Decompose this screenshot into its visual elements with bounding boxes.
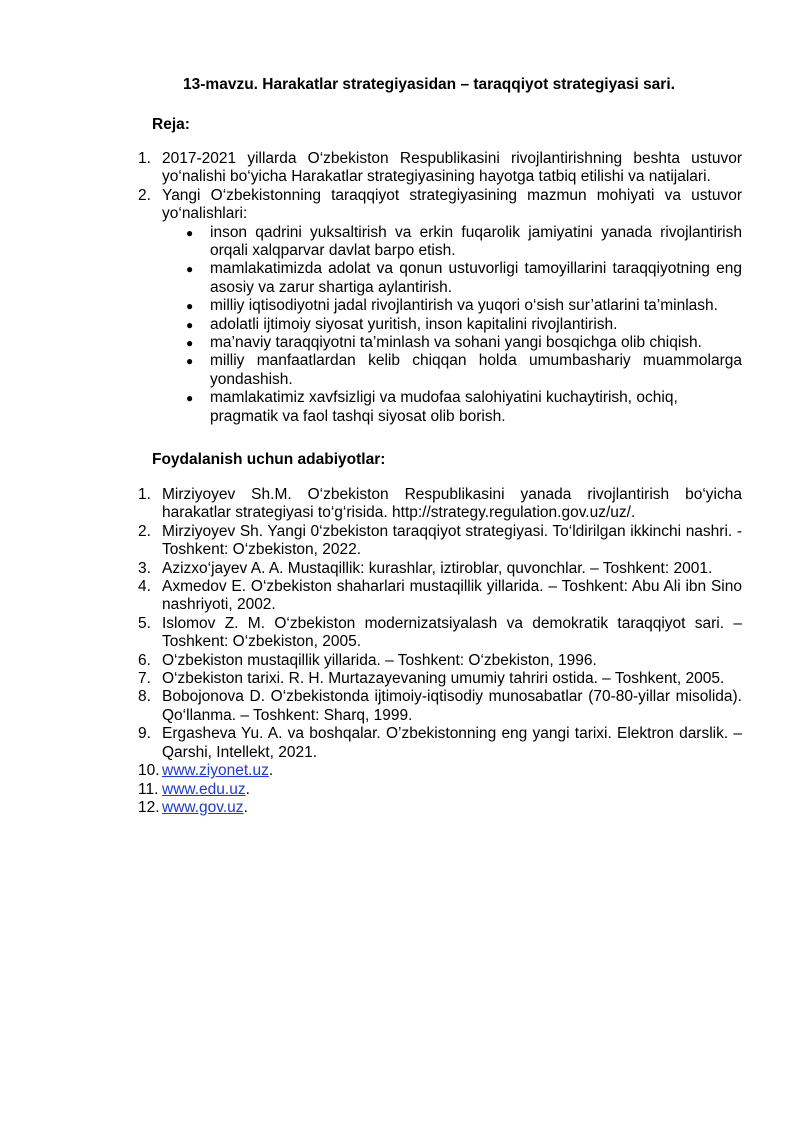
document-title: 13-mavzu. Harakatlar strategiyasidan – taraqqiyot strategiyasi sari. <box>183 76 675 93</box>
literature-item-text: O‘zbekiston tarixi. R. H. Murtazayevaning umumiy tahriri ostida. – Toshkent, 2005. <box>162 670 725 688</box>
plan-item <box>0 187 800 426</box>
plan-list <box>0 150 800 426</box>
bullet-icon: ● <box>186 225 194 240</box>
link-period: . <box>243 798 248 816</box>
plan-item <box>0 150 800 187</box>
link-period: . <box>268 762 274 780</box>
plan-item-number: 2. <box>138 186 151 204</box>
bullet-icon: ● <box>186 336 194 351</box>
gov-link[interactable]: www.gov.uz <box>162 798 244 816</box>
bullet-text: mamlakatimizda adolat va qonun ustuvorligi tamoyillarini taraqqiyotning eng asosiy va zarur shartiga aylantirish. <box>210 260 742 296</box>
literature-item-text: Bobojonova D. O‘zbekistonda ijtimoiy-iqtisodiy munosabatlar (70-80-yillar misolida). Qo‘llanma. – Toshkent: Sharq, 1999. <box>162 688 742 724</box>
bullet-item <box>0 352 800 389</box>
bullet-text: adolatli ijtimoiy siyosat yuritish, inson kapitalini rivojlantirish. <box>210 315 618 333</box>
bullet-item <box>0 224 800 261</box>
literature-item-text: Mirziyoyev Sh.M. O‘zbekiston Respublikasini yanada rivojlantirish bo‘yicha harakatlar strategiyasi to‘g‘risida. http://strategy.regulation.gov.uz/uz/. <box>162 486 742 522</box>
plan-heading: Reja: <box>152 116 190 133</box>
literature-item <box>0 486 800 523</box>
literature-item-number: 11. <box>138 780 159 798</box>
literature-heading: Foydalanish uchun adabiyotlar: <box>152 451 386 468</box>
literature-item <box>0 670 800 688</box>
literature-item-number: 7. <box>138 670 151 688</box>
bullet-icon: ● <box>186 299 194 314</box>
literature-item <box>0 688 800 725</box>
bullet-text: mamlakatimiz xavfsizligi va mudofaa salohiyatini kuchaytirish, ochiq, pragmatik va faol tashqi siyosat olib borish. <box>210 389 678 425</box>
bullet-item <box>0 297 800 315</box>
bullet-icon: ● <box>186 262 194 277</box>
literature-item-number: 12. <box>138 798 160 816</box>
literature-item-number: 1. <box>138 486 151 503</box>
bullet-item <box>0 389 800 426</box>
literature-item-text <box>162 781 742 799</box>
literature-item-text: Mirziyoyev Sh. Yangi 0‘zbekiston taraqqiyot strategiyasi. To‘ldirilgan ikkinchi nashri. - Toshkent: O‘zbekiston, 2022. <box>162 522 742 559</box>
literature-item-number: 3. <box>138 559 151 577</box>
bullet-text: milliy manfaatlardan kelib chiqqan holda umumbashariy muammolarga yondashish. <box>210 352 742 388</box>
ziyonet-link[interactable]: www.ziyonet.uz <box>162 762 269 780</box>
plan-item-number: 1. <box>138 150 151 167</box>
bullet-icon: ● <box>186 354 194 369</box>
link-period: . <box>245 780 250 798</box>
literature-item-text: Axmedov E. O‘zbekiston shaharlari mustaqillik yillarida. – Toshkent: Abu Ali ibn Sino nashriyoti, 2002. <box>162 578 742 614</box>
priority-bullet-list <box>0 224 800 426</box>
literature-item-text: O‘zbekiston mustaqillik yillarida. – Toshkent: O‘zbekiston, 1996. <box>162 651 597 669</box>
literature-item-text: Ergasheva Yu. A. va boshqalar. O’zbekistonning eng yangi tarixi. Elektron darslik. – Qarshi, Intellekt, 2021. <box>162 725 742 761</box>
literature-item <box>0 560 800 578</box>
literature-item-number: 9. <box>138 725 151 743</box>
bullet-icon: ● <box>186 317 194 332</box>
literature-item-number: 5. <box>138 614 151 632</box>
plan-item-text: Yangi O‘zbekistonning taraqqiyot strategiyasining mazmun mohiyati va ustuvor yo‘nalishlari: <box>162 186 742 223</box>
literature-item-text: Azizxo‘jayev A. A. Mustaqillik: kurashlar, iztiroblar, quvonchlar. – Toshkent: 2001. <box>162 559 713 577</box>
literature-item <box>0 799 800 817</box>
literature-item <box>0 652 800 670</box>
bullet-icon: ● <box>186 391 194 406</box>
literature-item <box>0 523 800 560</box>
edu-link[interactable]: www.edu.uz <box>162 780 246 798</box>
literature-item-number: 10. <box>138 762 160 780</box>
bullet-text: milliy iqtisodiyotni jadal rivojlantirish va yuqori o‘sish sur’atlarini ta’minlash. <box>210 297 718 315</box>
literature-item-text <box>162 799 742 817</box>
plan-item-text: 2017-2021 yillarda O‘zbekiston Respublikasini rivojlantirishning beshta ustuvor yo‘nalishi bo‘yicha Harakatlar strategiyasining hayotga tatbiq etilishi va natijalari. <box>162 150 742 186</box>
bullet-item <box>0 334 800 352</box>
bullet-item <box>0 316 800 334</box>
literature-item <box>0 578 800 615</box>
literature-item-number: 6. <box>138 651 151 669</box>
literature-item-text: Islomov Z. M. O‘zbekiston modernizatsiyalash va demokratik taraqqiyot sari. – Toshkent: O‘zbekiston, 2005. <box>162 614 742 651</box>
literature-item <box>0 615 800 652</box>
literature-item-number: 4. <box>138 578 151 596</box>
literature-item <box>0 725 800 762</box>
bullet-text: inson qadrini yuksaltirish va erkin fuqarolik jamiyatini yanada rivojlantirish orqali xalqparvar davlat barpo etish. <box>210 223 742 260</box>
literature-list <box>0 486 800 817</box>
literature-item <box>0 762 800 780</box>
literature-item-number: 8. <box>138 688 151 706</box>
literature-item <box>0 781 800 799</box>
bullet-text: ma’naviy taraqqiyotni ta’minlash va sohani yangi bosqichga olib chiqish. <box>210 334 702 352</box>
literature-item-text <box>162 762 742 780</box>
bullet-item <box>0 260 800 297</box>
literature-item-number: 2. <box>138 522 151 540</box>
